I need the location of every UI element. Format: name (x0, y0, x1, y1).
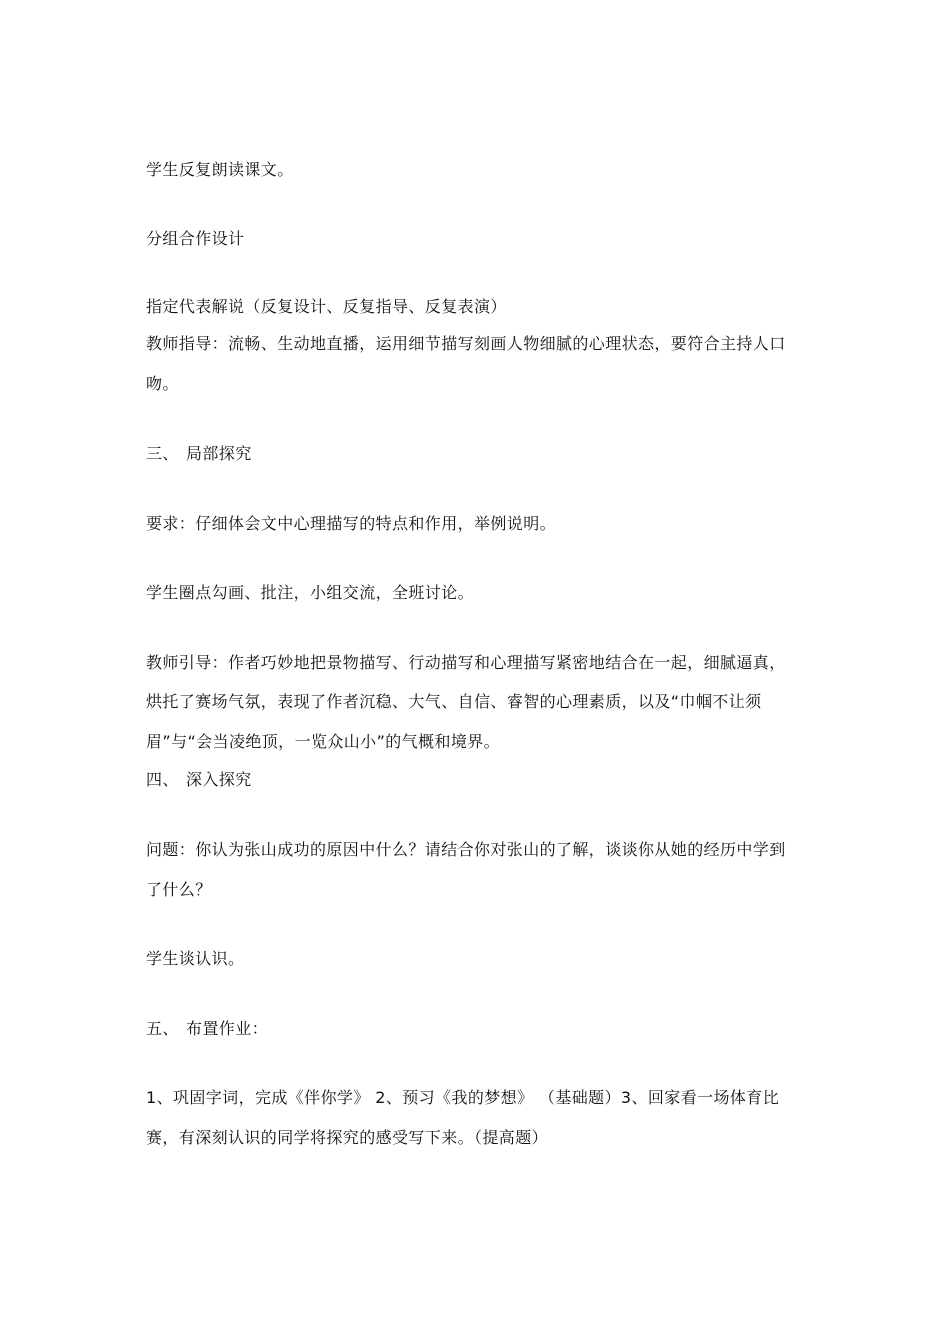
paragraph-line: 吻。 (146, 374, 179, 393)
paragraph-line: 教师引导：作者巧妙地把景物描写、行动描写和心理描写紧密地结合在一起，细腻逼真， (146, 653, 786, 672)
section-heading-3 (146, 444, 252, 464)
section-number: 五、 (146, 1019, 179, 1038)
paragraph-line: 分组合作设计 (146, 229, 245, 248)
paragraph-line: 学生谈认识。 (146, 949, 245, 968)
paragraph-line: 要求：仔细体会文中心理描写的特点和作用，举例说明。 (146, 514, 557, 533)
section-number: 四、 (146, 770, 179, 789)
paragraph-line: 烘托了赛场气氛，表现了作者沉稳、大气、自信、睿智的心理素质，以及“巾帼不让须 (146, 692, 762, 711)
section-title: 局部探究 (186, 444, 252, 463)
section-title: 深入探究 (186, 770, 252, 789)
paragraph-line: 学生圈点勾画、批注，小组交流，全班讨论。 (146, 583, 475, 602)
section-number: 三、 (146, 444, 179, 463)
paragraph-line: 问题：你认为张山成功的原因中什么？请结合你对张山的了解，谈谈你从她的经历中学到 (146, 840, 786, 859)
paragraph-line: 眉”与“会当凌绝顶，一览众山小”的气概和境界。 (146, 732, 501, 751)
paragraph-line: 赛，有深刻认识的同学将探究的感受写下来。（提高题） (146, 1128, 549, 1147)
paragraph-line: 了什么？ (146, 880, 212, 899)
section-title: 布置作业： (186, 1019, 269, 1038)
paragraph-line: 教师指导：流畅、生动地直播，运用细节描写刻画人物细腻的心理状态，要符合主持人口 (146, 334, 786, 353)
paragraph-line: 学生反复朗读课文。 (146, 160, 294, 179)
paragraph-line: 1、巩固字词，完成《伴你学》 2、预习《我的梦想》 （基础题）3、回家看一场体育比 (146, 1088, 780, 1107)
paragraph-line: 指定代表解说（反复设计、反复指导、反复表演） (146, 297, 507, 316)
section-heading-5 (146, 1019, 268, 1039)
section-heading-4 (146, 770, 252, 790)
